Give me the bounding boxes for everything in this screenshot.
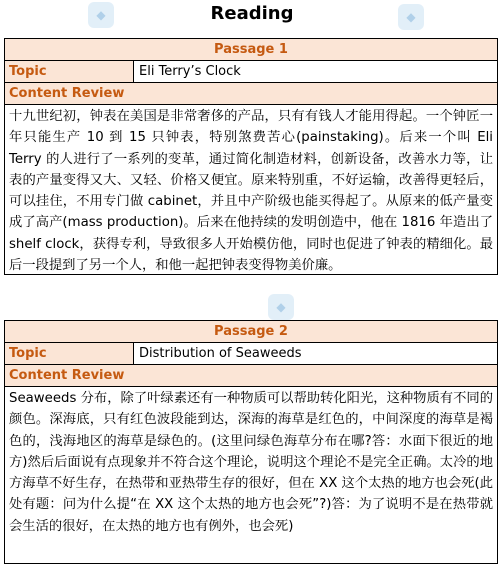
passage-2-table: [4, 320, 498, 564]
content-review-text: 十九世纪初，钟表在美国是非常奢侈的产品，只有有钱人才能用得起。一个钟匠一年只能生产 10 到 15 只钟表，特别煞费苦心(painstaking)。后来一个叫 Eli Terry 的人进行了一系列的变革，通过简化制造材料，创新设备，改善水力等，让表的产量变得又大、又轻、价格又便宜。原来特别重，不好运输，改善得更轻后，可以挂住，不用专门做 cabinet，并且中产阶级也能买得起了。从原来的低产量变成了高产(mass production)。后来在他持续的发明创造中，他在 1816 年造出了 shelf clock，获得专利，导致很多人开始模仿他，同时也促进了钟表的精细化。最后一段提到了另一个人，和他一起把钟表变得物美价廉。: [9, 109, 493, 274]
topic-label: Topic: [5, 61, 134, 82]
passage-1-table: [4, 38, 498, 275]
topic-value: Distribution of Seaweeds: [139, 346, 302, 361]
watermark-icon: ◆: [88, 2, 114, 28]
topic-label: Topic: [5, 343, 134, 364]
watermark-icon: ◆: [398, 4, 424, 30]
topic-row: [5, 61, 497, 83]
content-review-label: Content Review: [5, 83, 497, 105]
page-title: Reading: [210, 3, 294, 24]
watermark-icon: ◆: [268, 294, 294, 320]
passage-header: Passage 1: [5, 39, 497, 61]
content-review-label: Content Review: [5, 365, 497, 387]
watermark-logo: [268, 294, 294, 320]
topic-row: [5, 343, 497, 365]
content-review-text: Seaweeds 分布，除了叶绿素还有一种物质可以帮助转化阳光，这种物质有不同的颜色。深海底，只有红色波段能到达，深海的海草是红色的，中间深度的海草是褐色的，浅海地区的海草是绿色的。(这里问绿色海草分布在哪?答：水面下很近的地方)然后后面说有点现象并不符合这个理论，说明这个理论不是完全正确。太冷的地方海草不好生存，在热带和亚热带生存的很好，但在 XX 这个太热的地方也会死(此处有题：问为什么提“在 XX 这个太热的地方也会死”?)答：为了说明不是在热带就会生活的很好，在太热的地方也有例外，也会死): [9, 391, 493, 534]
passage-header: Passage 2: [5, 321, 497, 343]
topic-value: Eli Terry’s Clock: [139, 64, 241, 79]
